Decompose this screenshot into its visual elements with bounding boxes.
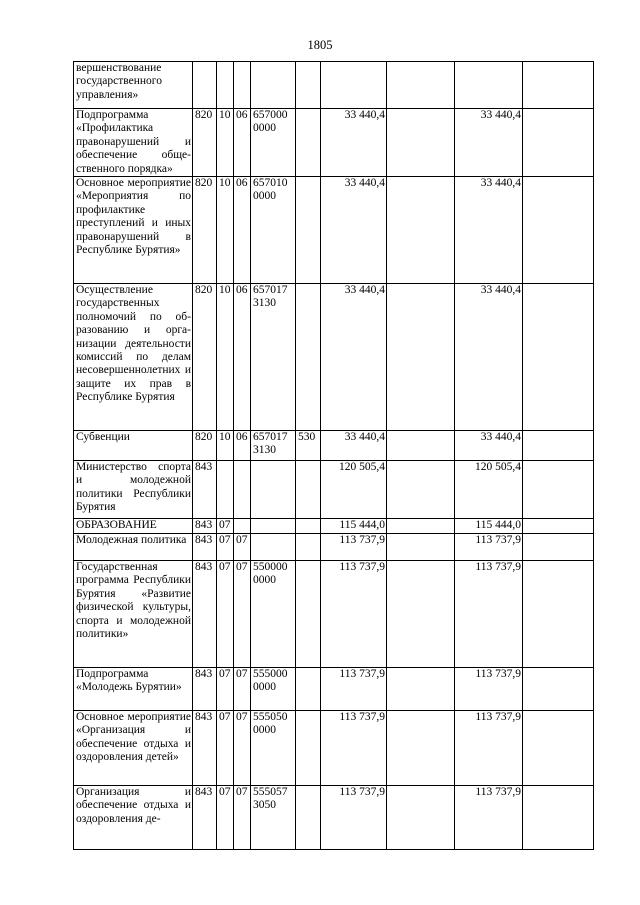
target-article-cell: 555050 0000 xyxy=(251,711,296,786)
blank-cell xyxy=(523,534,594,561)
table-row xyxy=(74,431,594,461)
section-code-cell xyxy=(217,62,234,109)
table-row xyxy=(74,177,594,284)
amount-cell: 33 440,4 xyxy=(321,284,387,431)
amount-cell: 113 737,9 xyxy=(321,534,387,561)
blank-cell xyxy=(387,561,455,668)
amount-total-cell: 115 444,0 xyxy=(455,519,523,534)
subsection-code-cell: 07 xyxy=(234,711,251,786)
table-row xyxy=(74,109,594,177)
expense-type-cell: 530 xyxy=(296,431,321,461)
row-name-cell: Подпрограмма «Профилактика правонарушений и обеспечение общественного порядка» xyxy=(74,109,193,177)
subsection-code-cell xyxy=(234,461,251,519)
target-article-cell: 657000 0000 xyxy=(251,109,296,177)
grbs-code-cell: 820 xyxy=(193,431,217,461)
grbs-code-cell: 820 xyxy=(193,177,217,284)
blank-cell xyxy=(387,668,455,711)
table-row xyxy=(74,62,594,109)
grbs-code-cell: 843 xyxy=(193,711,217,786)
blank-cell xyxy=(523,668,594,711)
section-code-cell: 10 xyxy=(217,177,234,284)
blank-cell xyxy=(523,786,594,850)
section-code-cell: 07 xyxy=(217,534,234,561)
subsection-code-cell xyxy=(234,519,251,534)
target-article-cell xyxy=(251,461,296,519)
grbs-code-cell: 820 xyxy=(193,284,217,431)
expense-type-cell xyxy=(296,668,321,711)
subsection-code-cell: 06 xyxy=(234,177,251,284)
subsection-code-cell: 06 xyxy=(234,431,251,461)
target-article-cell: 550000 0000 xyxy=(251,561,296,668)
target-article-cell: 657017 3130 xyxy=(251,431,296,461)
amount-cell: 33 440,4 xyxy=(321,177,387,284)
subsection-code-cell: 06 xyxy=(234,109,251,177)
expense-type-cell xyxy=(296,284,321,431)
amount-cell: 113 737,9 xyxy=(321,561,387,668)
amount-total-cell: 33 440,4 xyxy=(455,431,523,461)
amount-total-cell: 113 737,9 xyxy=(455,711,523,786)
target-article-cell: 555000 0000 xyxy=(251,668,296,711)
subsection-code-cell: 06 xyxy=(234,284,251,431)
blank-cell xyxy=(387,431,455,461)
amount-cell xyxy=(321,62,387,109)
blank-cell xyxy=(387,109,455,177)
expense-type-cell xyxy=(296,519,321,534)
amount-total-cell: 33 440,4 xyxy=(455,284,523,431)
row-name-cell: Подпрограмма «Молодежь Бурятии» xyxy=(74,668,193,711)
blank-cell xyxy=(523,711,594,786)
grbs-code-cell: 843 xyxy=(193,461,217,519)
blank-cell xyxy=(523,519,594,534)
blank-cell xyxy=(523,431,594,461)
blank-cell xyxy=(387,534,455,561)
row-name-cell: вершенствование государственного управления» xyxy=(74,62,193,109)
blank-cell xyxy=(523,62,594,109)
table-row xyxy=(74,284,594,431)
row-name-cell: Государственная программа Республики Бурятия «Развитие физической культуры, спорта и молодежной политики» xyxy=(74,561,193,668)
amount-cell: 115 444,0 xyxy=(321,519,387,534)
section-code-cell: 07 xyxy=(217,786,234,850)
target-article-cell: 657017 3130 xyxy=(251,284,296,431)
expense-type-cell xyxy=(296,62,321,109)
table-row xyxy=(74,561,594,668)
blank-cell xyxy=(387,711,455,786)
row-name-cell: Молодежная политика xyxy=(74,534,193,561)
budget-table xyxy=(73,61,594,850)
blank-cell xyxy=(523,109,594,177)
subsection-code-cell: 07 xyxy=(234,534,251,561)
row-name-cell: Основное мероприятие «Мероприятия по профилактике преступлений и иных правонарушений в Республике Бурятия» xyxy=(74,177,193,284)
grbs-code-cell: 843 xyxy=(193,786,217,850)
amount-total-cell: 120 505,4 xyxy=(455,461,523,519)
blank-cell xyxy=(523,284,594,431)
blank-cell xyxy=(523,177,594,284)
row-name-cell: Субвенции xyxy=(74,431,193,461)
amount-cell: 113 737,9 xyxy=(321,711,387,786)
subsection-code-cell xyxy=(234,62,251,109)
expense-type-cell xyxy=(296,786,321,850)
grbs-code-cell: 820 xyxy=(193,109,217,177)
section-code-cell: 10 xyxy=(217,284,234,431)
grbs-code-cell: 843 xyxy=(193,519,217,534)
table-row xyxy=(74,668,594,711)
section-code-cell: 07 xyxy=(217,711,234,786)
table-row xyxy=(74,534,594,561)
table-row xyxy=(74,461,594,519)
amount-total-cell: 113 737,9 xyxy=(455,534,523,561)
amount-cell: 33 440,4 xyxy=(321,431,387,461)
page-number: 1805 xyxy=(307,38,333,52)
blank-cell xyxy=(387,284,455,431)
expense-type-cell xyxy=(296,461,321,519)
amount-cell: 113 737,9 xyxy=(321,786,387,850)
grbs-code-cell: 843 xyxy=(193,561,217,668)
subsection-code-cell: 07 xyxy=(234,668,251,711)
amount-total-cell: 113 737,9 xyxy=(455,668,523,711)
row-name-cell: Министерство спорта и молодежной политики Республики Бурятия xyxy=(74,461,193,519)
row-name-cell: Осуществление государственных полномочий по образованию и организации деятельности комиссий по делам несовершеннолетних и защите их прав в Республике Бурятия xyxy=(74,284,193,431)
blank-cell xyxy=(523,561,594,668)
blank-cell xyxy=(523,461,594,519)
section-code-cell: 07 xyxy=(217,561,234,668)
expense-type-cell xyxy=(296,109,321,177)
grbs-code-cell: 843 xyxy=(193,668,217,711)
expense-type-cell xyxy=(296,534,321,561)
expense-type-cell xyxy=(296,177,321,284)
amount-total-cell xyxy=(455,62,523,109)
grbs-code-cell xyxy=(193,62,217,109)
section-code-cell xyxy=(217,461,234,519)
amount-total-cell: 113 737,9 xyxy=(455,561,523,668)
amount-cell: 113 737,9 xyxy=(321,668,387,711)
blank-cell xyxy=(387,177,455,284)
expense-type-cell xyxy=(296,711,321,786)
section-code-cell: 07 xyxy=(217,668,234,711)
blank-cell xyxy=(387,62,455,109)
amount-total-cell: 113 737,9 xyxy=(455,786,523,850)
section-code-cell: 07 xyxy=(217,519,234,534)
row-name-cell: Организация и обеспечение отдыха и оздоровления де- xyxy=(74,786,193,850)
grbs-code-cell: 843 xyxy=(193,534,217,561)
row-name-cell: Основное мероприятие «Организация и обеспечение отдыха и оздоровления детей» xyxy=(74,711,193,786)
target-article-cell xyxy=(251,534,296,561)
section-code-cell: 10 xyxy=(217,431,234,461)
table-row xyxy=(74,519,594,534)
subsection-code-cell: 07 xyxy=(234,786,251,850)
expense-type-cell xyxy=(296,561,321,668)
table-row xyxy=(74,786,594,850)
target-article-cell: 555057 3050 xyxy=(251,786,296,850)
table-body xyxy=(74,62,594,850)
amount-cell: 33 440,4 xyxy=(321,109,387,177)
amount-cell: 120 505,4 xyxy=(321,461,387,519)
subsection-code-cell: 07 xyxy=(234,561,251,668)
blank-cell xyxy=(387,519,455,534)
table-row xyxy=(74,711,594,786)
amount-total-cell: 33 440,4 xyxy=(455,109,523,177)
target-article-cell xyxy=(251,62,296,109)
row-name-cell: ОБРАЗОВАНИЕ xyxy=(74,519,193,534)
blank-cell xyxy=(387,786,455,850)
amount-total-cell: 33 440,4 xyxy=(455,177,523,284)
blank-cell xyxy=(387,461,455,519)
target-article-cell xyxy=(251,519,296,534)
target-article-cell: 657010 0000 xyxy=(251,177,296,284)
section-code-cell: 10 xyxy=(217,109,234,177)
